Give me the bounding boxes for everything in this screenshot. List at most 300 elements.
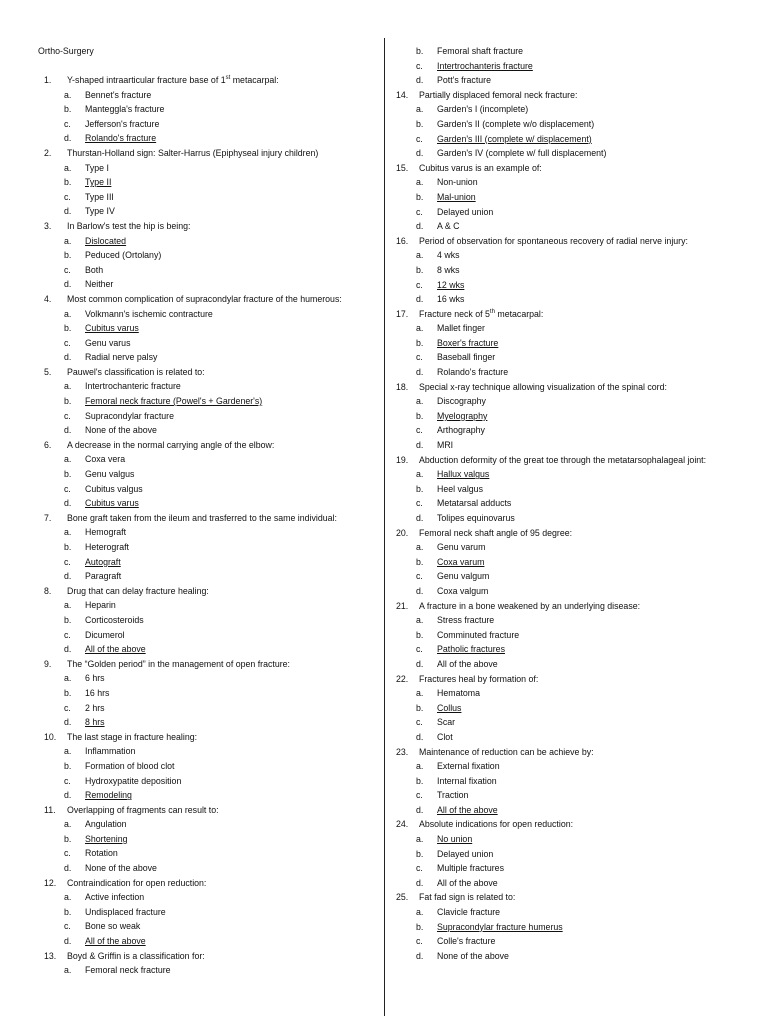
option-text: 6 hrs xyxy=(85,673,105,684)
right-column xyxy=(390,44,730,963)
option-line xyxy=(38,307,383,322)
option-letter: a. xyxy=(64,600,72,611)
option-letter: b. xyxy=(416,775,424,786)
option-line xyxy=(390,905,730,920)
option-letter: a. xyxy=(416,907,424,918)
question-text: Boyd & Griffin is a classification for: xyxy=(67,950,205,961)
question-text: Bone graft taken from the ileum and trasferred to the same individual: xyxy=(67,512,337,523)
option-line xyxy=(38,190,383,205)
question-line xyxy=(38,146,383,161)
option-letter: b. xyxy=(64,469,72,480)
answer-option-text: All of the above xyxy=(85,644,146,655)
option-text: Hematoma xyxy=(437,688,481,699)
option-letter: c. xyxy=(416,206,423,217)
option-letter: d. xyxy=(416,294,424,305)
option-letter: b. xyxy=(64,687,72,698)
option-text: Genu varum xyxy=(437,542,486,553)
option-line xyxy=(390,832,730,847)
question-text: In Barlow's test the hip is being: xyxy=(67,220,191,231)
option-text: Type III xyxy=(85,191,114,202)
option-letter: a. xyxy=(64,892,72,903)
question-number: 15. xyxy=(396,162,409,173)
question-text: Absolute indications for open reduction: xyxy=(419,819,574,830)
option-letter: a. xyxy=(64,965,72,976)
option-letter: c. xyxy=(64,848,71,859)
option-letter: d. xyxy=(64,863,72,874)
option-letter: c. xyxy=(416,717,423,728)
option-letter: b. xyxy=(416,848,424,859)
option-letter: b. xyxy=(64,542,72,552)
option-line xyxy=(390,628,730,643)
option-line xyxy=(38,642,383,657)
option-line xyxy=(390,686,730,701)
question-line xyxy=(38,949,383,964)
option-letter: c. xyxy=(416,60,423,71)
option-text: 16 wks xyxy=(437,294,465,305)
option-text: Heterograft xyxy=(85,542,130,552)
option-letter: a. xyxy=(64,381,72,392)
option-letter: a. xyxy=(64,308,72,319)
question-text xyxy=(67,73,279,88)
answer-option-text: Supracondylar fracture humerus xyxy=(437,921,563,932)
option-text: A & C xyxy=(437,221,460,232)
option-line xyxy=(38,744,383,759)
option-letter: c. xyxy=(64,775,71,786)
question-text: Most common complication of supracondylar fracture of the humerous: xyxy=(67,293,342,304)
question-text: Pauwel's classification is related to: xyxy=(67,366,205,377)
option-text: Bone so weak xyxy=(85,921,141,932)
option-text: Cubitus valgus xyxy=(85,483,143,494)
option-line xyxy=(38,628,383,643)
option-letter: d. xyxy=(416,440,424,451)
option-letter: c. xyxy=(64,264,71,275)
question-text: Special x-ray technique allowing visualization of the spinal cord: xyxy=(419,381,667,392)
question-text: Femoral neck shaft angle of 95 degree: xyxy=(419,527,573,538)
question-text: Partially displaced femoral neck fracture: xyxy=(419,89,578,100)
option-line xyxy=(38,963,383,978)
option-line xyxy=(390,336,730,351)
option-letter: d. xyxy=(64,790,72,801)
option-line xyxy=(390,219,730,234)
answer-option-text: Femoral neck fracture (Powel's + Gardener's) xyxy=(85,396,263,407)
option-text: Coxa vera xyxy=(85,454,126,465)
option-line xyxy=(38,686,383,701)
answer-option-text: Dislocated xyxy=(85,235,127,246)
option-line xyxy=(38,248,383,263)
option-line xyxy=(390,263,730,278)
option-letter: a. xyxy=(416,834,424,845)
option-line xyxy=(38,832,383,847)
option-text: Manteggla's fracture xyxy=(85,104,165,115)
option-letter: d. xyxy=(64,717,72,728)
option-letter: a. xyxy=(64,235,72,246)
option-text: Genu varus xyxy=(85,337,131,348)
option-line xyxy=(390,730,730,745)
question-number: 9. xyxy=(44,658,52,669)
option-line xyxy=(390,365,730,380)
question-number: 1. xyxy=(44,75,52,85)
option-text: None of the above xyxy=(437,950,509,961)
option-letter: c. xyxy=(416,425,423,436)
question-number: 23. xyxy=(396,746,409,757)
option-line xyxy=(38,919,383,934)
option-letter: b. xyxy=(64,614,72,625)
option-letter: d. xyxy=(64,498,72,509)
answer-option-text: Type II xyxy=(85,177,112,188)
option-line xyxy=(38,263,383,278)
option-text: Traction xyxy=(437,790,469,801)
answer-option-text: Myelography xyxy=(437,410,488,421)
question-number: 17. xyxy=(396,308,409,319)
option-letter: d. xyxy=(416,148,424,159)
option-text: Undisplaced fracture xyxy=(85,906,166,917)
question-line xyxy=(390,161,730,176)
option-line xyxy=(38,204,383,219)
option-line xyxy=(390,438,730,453)
option-line xyxy=(390,949,730,964)
option-line xyxy=(390,934,730,949)
option-line xyxy=(38,117,383,132)
option-line xyxy=(390,482,730,497)
option-letter: c. xyxy=(64,556,71,567)
option-letter: a. xyxy=(416,469,424,480)
option-text: 2 hrs xyxy=(85,702,105,713)
option-line xyxy=(38,394,383,409)
option-letter: c. xyxy=(416,352,423,363)
option-line xyxy=(390,292,730,307)
option-letter: b. xyxy=(64,104,72,115)
option-line xyxy=(390,701,730,716)
option-text: Femoral neck fracture xyxy=(85,965,171,976)
question-number: 13. xyxy=(44,950,57,961)
answer-option-text: Patholic fractures xyxy=(437,644,505,655)
option-text: Delayed union xyxy=(437,206,494,217)
option-text: Femoral shaft fracture xyxy=(437,46,524,56)
option-text: Formation of blood clot xyxy=(85,760,175,771)
question-number: 21. xyxy=(396,600,409,611)
option-text: Both xyxy=(85,264,104,275)
option-letter: b. xyxy=(416,46,424,56)
question-number: 8. xyxy=(44,585,52,596)
option-letter: d. xyxy=(64,206,72,217)
question-text: Drug that can delay fracture healing: xyxy=(67,585,209,596)
option-line xyxy=(38,598,383,613)
option-text: Type I xyxy=(85,162,109,173)
question-text: Contraindication for open reduction: xyxy=(67,877,207,888)
option-letter: d. xyxy=(416,804,424,815)
option-letter: d. xyxy=(64,279,72,290)
option-line xyxy=(390,44,730,59)
option-text: None of the above xyxy=(85,425,157,436)
question-text: Cubitus varus is an example of: xyxy=(419,162,542,173)
option-line xyxy=(38,861,383,876)
option-line xyxy=(390,59,730,74)
option-letter: a. xyxy=(416,688,424,699)
option-line xyxy=(38,613,383,628)
answer-option-text: Hallux valgus xyxy=(437,469,490,480)
option-letter: a. xyxy=(64,819,72,830)
question-number: 18. xyxy=(396,381,409,392)
option-letter: a. xyxy=(64,454,72,465)
option-line xyxy=(390,555,730,570)
option-line xyxy=(390,350,730,365)
option-line xyxy=(390,511,730,526)
question-text: Maintenance of reduction can be achieve by: xyxy=(419,746,594,757)
option-text: Discography xyxy=(437,396,486,407)
question-text: Abduction deformity of the great toe through the metatarsophalageal joint: xyxy=(419,454,707,465)
option-line xyxy=(390,569,730,584)
option-letter: b. xyxy=(416,191,424,202)
option-line xyxy=(390,847,730,862)
option-text: Garden's IV (complete w/ full displacement) xyxy=(437,148,607,159)
option-line xyxy=(38,175,383,190)
option-line xyxy=(390,496,730,511)
question-line xyxy=(38,292,383,307)
option-text: Radial nerve palsy xyxy=(85,352,158,363)
option-letter: b. xyxy=(416,629,424,640)
page-title: Ortho-Surgery xyxy=(38,46,94,56)
option-text: Clot xyxy=(437,731,453,742)
question-line xyxy=(390,890,730,905)
question-number: 20. xyxy=(396,527,409,538)
option-line xyxy=(38,890,383,905)
option-letter: c. xyxy=(416,936,423,947)
option-text: Active infection xyxy=(85,892,145,903)
option-letter: b. xyxy=(416,410,424,421)
option-letter: c. xyxy=(64,191,71,202)
option-letter: d. xyxy=(64,571,72,582)
option-text: Heel valgus xyxy=(437,483,483,494)
option-line xyxy=(390,117,730,132)
option-letter: a. xyxy=(416,323,424,334)
option-letter: c. xyxy=(416,863,423,874)
option-letter: c. xyxy=(416,279,423,290)
option-text: Supracondylar fracture xyxy=(85,410,174,421)
option-line xyxy=(390,394,730,409)
option-text: Non-union xyxy=(437,177,478,188)
option-text: Colle's fracture xyxy=(437,936,496,947)
option-line xyxy=(390,715,730,730)
option-letter: a. xyxy=(416,104,424,115)
question-line xyxy=(390,817,730,832)
option-letter: d. xyxy=(64,644,72,655)
option-text: Pott's fracture xyxy=(437,75,491,86)
option-text: External fixation xyxy=(437,761,500,772)
option-text: Scar xyxy=(437,717,456,728)
column-divider xyxy=(384,38,385,1016)
question-text: The “Golden period” in the management of open fracture: xyxy=(67,658,290,669)
option-letter: d. xyxy=(416,513,424,523)
question-line xyxy=(390,745,730,760)
answer-option-text: Shortening xyxy=(85,833,128,844)
option-letter: a. xyxy=(64,746,72,757)
option-text: Type IV xyxy=(85,206,115,217)
option-line xyxy=(390,876,730,891)
option-letter: d. xyxy=(416,658,424,669)
option-line xyxy=(38,467,383,482)
option-letter: d. xyxy=(64,936,72,947)
option-text: Hydroxypatite deposition xyxy=(85,775,182,786)
option-letter: a. xyxy=(416,177,424,188)
option-line xyxy=(38,423,383,438)
option-line xyxy=(38,934,383,949)
option-line xyxy=(38,350,383,365)
option-letter: d. xyxy=(416,950,424,961)
option-line xyxy=(38,496,383,511)
question-line xyxy=(38,438,383,453)
question-text-start: Fracture neck of 5 xyxy=(419,308,490,319)
question-line xyxy=(390,453,730,468)
question-text xyxy=(419,307,543,322)
option-letter: b. xyxy=(64,833,72,844)
question-text: Fat fad sign is related to: xyxy=(419,892,516,903)
option-line xyxy=(390,102,730,117)
question-text: Period of observation for spontaneous recovery of radial nerve injury: xyxy=(419,235,688,246)
answer-option-text: No union xyxy=(437,834,473,845)
option-line xyxy=(38,452,383,467)
question-number: 19. xyxy=(396,454,409,465)
option-line xyxy=(38,715,383,730)
question-line xyxy=(38,219,383,234)
option-line xyxy=(390,146,730,161)
option-text: 4 wks xyxy=(437,250,460,261)
option-text: Intertrochanteric fracture xyxy=(85,381,181,392)
option-letter: d. xyxy=(416,75,424,86)
question-line xyxy=(390,526,730,541)
answer-option-text: All of the above xyxy=(437,804,498,815)
question-line xyxy=(390,88,730,103)
option-letter: c. xyxy=(64,921,71,932)
option-letter: d. xyxy=(64,352,72,363)
option-text: Genu valgus xyxy=(85,469,135,480)
option-line xyxy=(390,774,730,789)
option-line xyxy=(38,161,383,176)
option-text: Rolando's fracture xyxy=(437,367,509,378)
option-letter: c. xyxy=(416,571,423,582)
option-text: 8 wks xyxy=(437,264,460,275)
option-line xyxy=(38,846,383,861)
option-letter: b. xyxy=(416,921,424,932)
option-text: Jefferson's fracture xyxy=(85,118,160,129)
option-letter: b. xyxy=(64,396,72,407)
option-text: Metatarsal adducts xyxy=(437,498,512,509)
option-line xyxy=(390,657,730,672)
option-letter: b. xyxy=(64,323,72,334)
option-line xyxy=(38,131,383,146)
question-text: A fracture in a bone weakened by an underlying disease: xyxy=(419,600,641,611)
question-line xyxy=(390,234,730,249)
question-text: The last stage in fracture healing: xyxy=(67,731,198,742)
option-letter: c. xyxy=(64,483,71,494)
answer-option-text: 12 wks xyxy=(437,279,465,290)
option-line xyxy=(38,336,383,351)
answer-option-text: Autograft xyxy=(85,556,121,567)
question-line xyxy=(38,657,383,672)
answer-option-text: Intertrochanteris fracture xyxy=(437,60,533,71)
question-number: 22. xyxy=(396,673,409,684)
option-line xyxy=(390,467,730,482)
question-number: 16. xyxy=(396,235,409,246)
option-letter: d. xyxy=(416,367,424,378)
option-line xyxy=(38,759,383,774)
answer-option-text: All of the above xyxy=(85,936,146,947)
option-line xyxy=(38,569,383,584)
option-text: All of the above xyxy=(437,658,498,669)
option-text: Internal fixation xyxy=(437,775,497,786)
question-number: 6. xyxy=(44,439,52,450)
question-line xyxy=(390,672,730,687)
option-letter: a. xyxy=(416,542,424,553)
option-text: Delayed union xyxy=(437,848,494,859)
option-line xyxy=(390,278,730,293)
option-text: 16 hrs xyxy=(85,687,110,698)
option-text: Peduced (Ortolany) xyxy=(85,250,162,261)
option-line xyxy=(390,613,730,628)
question-line xyxy=(38,73,383,88)
answer-option-text: Mal-union xyxy=(437,191,476,202)
option-line xyxy=(38,905,383,920)
option-letter: c. xyxy=(64,337,71,348)
option-text: Heparin xyxy=(85,600,116,611)
option-text: Stress fracture xyxy=(437,615,495,626)
question-line xyxy=(390,380,730,395)
option-text: Genu valgum xyxy=(437,571,490,582)
answer-option-text: Remodeling xyxy=(85,790,132,801)
option-letter: c. xyxy=(416,790,423,801)
option-letter: b. xyxy=(416,702,424,713)
question-text: Fractures heal by formation of: xyxy=(419,673,539,684)
option-line xyxy=(38,701,383,716)
question-line xyxy=(38,803,383,818)
option-line xyxy=(38,525,383,540)
question-line xyxy=(38,365,383,380)
option-text: Mallet finger xyxy=(437,323,485,334)
question-text-end: metacarpal: xyxy=(494,308,544,319)
option-line xyxy=(390,190,730,205)
option-line xyxy=(38,102,383,117)
question-line xyxy=(390,599,730,614)
answer-option-text: Rolando's fracture xyxy=(85,133,157,144)
question-number: 4. xyxy=(44,293,52,304)
option-line xyxy=(390,321,730,336)
option-line xyxy=(38,321,383,336)
option-text: Coxa valgum xyxy=(437,585,489,596)
left-column xyxy=(38,44,383,978)
answer-option-text: Cubitus varus xyxy=(85,323,139,334)
option-text: Multiple fractures xyxy=(437,863,504,874)
option-letter: a. xyxy=(416,761,424,772)
question-number: 11. xyxy=(44,804,56,815)
option-line xyxy=(390,409,730,424)
option-letter: a. xyxy=(64,162,72,173)
question-number: 10. xyxy=(44,731,57,742)
question-number: 12. xyxy=(44,877,57,888)
option-text: Inflammation xyxy=(85,746,136,757)
option-letter: c. xyxy=(416,644,423,655)
question-text-end: metacarpal: xyxy=(230,75,279,85)
option-line xyxy=(38,817,383,832)
option-line xyxy=(38,671,383,686)
question-text: A decrease in the normal carrying angle of the elbow: xyxy=(67,439,275,450)
option-text: Hemograft xyxy=(85,527,127,538)
option-line xyxy=(390,132,730,147)
question-number: 7. xyxy=(44,512,52,523)
option-text: Garden's I (incomplete) xyxy=(437,104,529,115)
option-line xyxy=(38,774,383,789)
option-letter: a. xyxy=(64,89,72,100)
option-letter: d. xyxy=(416,585,424,596)
option-line xyxy=(390,920,730,935)
